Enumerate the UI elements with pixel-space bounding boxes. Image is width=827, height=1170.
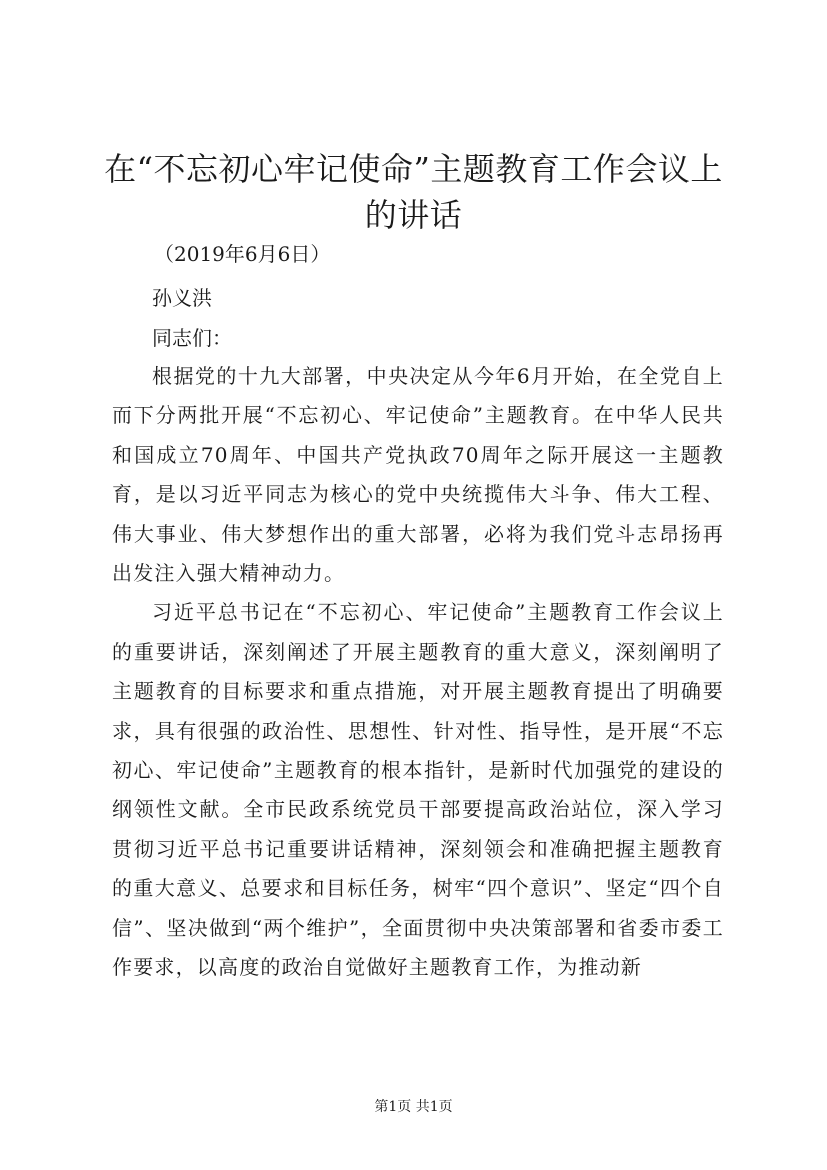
speech-body bbox=[112, 357, 724, 988]
speech-date: （2019年6月6日） bbox=[154, 242, 331, 266]
document-title: 在“不忘初心牢记使命”主题教育工作会议上的讲话 bbox=[104, 150, 723, 234]
body-paragraph: 习近平总书记在“不忘初心、牢记使命”主题教育工作会议上的重要讲话，深刻阐述了开展主题教育的重大意义，深刻阐明了主题教育的目标要求和重点措施，对开展主题教育提出了明确要求，具有很强的政治性、思想性、针对性、指导性，是开展“不忘初心、牢记使命”主题教育的根本指针，是新时代加强党的建设的纲领性文献。全市民政系统党员干部要提高政治站位，深入学习贯彻习近平总书记重要讲话精神，深刻领会和准确把握主题教育的重大意义、总要求和目标任务，树牢“四个意识”、坚定“四个自信”、坚决做到“两个维护”，全面贯彻中央决策部署和省委市委工作要求，以高度的政治自觉做好主题教育工作，为推动新 bbox=[112, 600, 724, 980]
page-footer: 第1页 共1页 bbox=[374, 1099, 453, 1115]
speaker-name: 孙义洪 bbox=[152, 286, 212, 310]
salutation: 同志们： bbox=[152, 326, 232, 350]
body-paragraph: 根据党的十九大部署，中央决定从今年6月开始，在全党自上而下分两批开展“不忘初心、牢记使命”主题教育。在中华人民共和国成立70周年、中国共产党执政70周年之际开展这一主题教育，是以习近平同志为核心的党中央统揽伟大斗争、伟大工程、伟大事业、伟大梦想作出的重大部署，必将为我们党斗志昂扬再出发注入强大精神动力。 bbox=[112, 364, 724, 586]
